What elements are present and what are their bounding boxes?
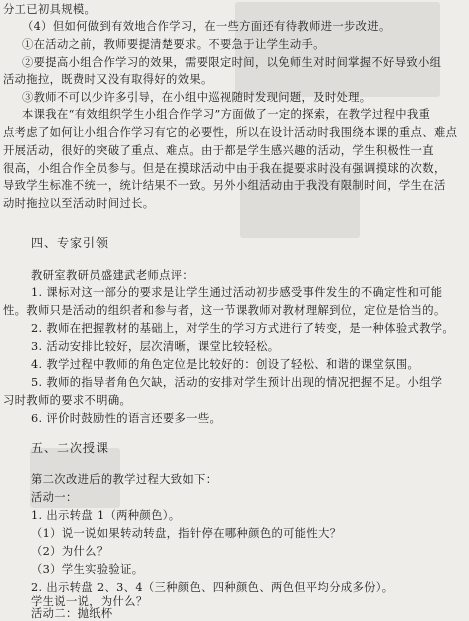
- paragraph-line: （4）但如何做到有效地合作学习，在一些方面还有待教师进一步改进。: [22, 20, 391, 33]
- list-item: 3. 活动安排比较好，层次清晰，课堂比较轻松。: [31, 340, 280, 353]
- paragraph-line: ③教师不可以少许多引导，在小组中巡视随时发现问题，及时处理。: [22, 91, 372, 104]
- paragraph-line: 活动二：抛纸杯: [31, 607, 113, 620]
- paragraph-line: 教研室教研员盛建武老师点评：: [31, 269, 195, 282]
- paragraph-line: 性。教师只是活动的组织者和参与者，这一节课教师对教材理解到位，定位是恰当的。: [3, 304, 446, 317]
- paragraph-line: 动时拖拉以至活动时间过长。: [3, 197, 155, 210]
- section-heading-expert: 四、专家引领: [31, 236, 110, 250]
- paragraph-line: 第二次改进后的教学过程大致如下：: [31, 473, 218, 486]
- paragraph-line: 分工已初具规模。: [3, 3, 97, 16]
- list-item: （1）说一说如果转动转盘，指针停在哪种颜色的可能性大？: [31, 527, 342, 540]
- paragraph-line: ①在活动之前，教师要提清楚要求。不要急于让学生动手。: [22, 38, 325, 51]
- paragraph-line: 活动一：: [31, 491, 78, 504]
- list-item: （2）为什么？: [31, 545, 109, 558]
- paragraph-line: 点考虑了如何让小组合作学习有它的必要性，所以在设计活动时我围绕本课的重点、难点: [3, 126, 458, 139]
- section-heading-second-lesson: 五、二次授课: [31, 441, 110, 455]
- paragraph-line: 很高，小组合作全员参与。但是在摸球活动中由于我在提要求时没有强调摸球的次数，: [3, 162, 446, 175]
- list-item: 1. 课标对这一部分的要求是让学生通过活动初步感受事件发生的不确定性和可能: [31, 286, 443, 299]
- paragraph-line: ②要提高小组合作学习的效果，需要限定时间，以免师生对时间掌握不好导致小组: [22, 56, 442, 69]
- paragraph-line: 习时教师的要求不明确。: [3, 394, 132, 407]
- list-item: 5. 教师的指导者角色欠缺，活动的安排对学生预计出现的情况把握不足。小组学: [31, 376, 443, 389]
- paragraph-line: 开展活动，很好的突破了重点、难点。由于都是学生感兴趣的活动，学生积极性一直: [3, 144, 434, 157]
- paragraph-line: 导致学生标准不统一，统计结果不一致。另外小组活动由于我没有限制时间，学生在活: [3, 179, 446, 192]
- list-item: 2. 出示转盘 2、3、4（三种颜色、四种颜色、两色但平均分成多份）。: [31, 581, 394, 594]
- list-item: 6. 评价时鼓励性的语言还要多一些。: [31, 412, 222, 425]
- paragraph-line: 活动拖拉，既费时又没有取得好的效果。: [3, 73, 213, 86]
- list-item: 2. 教师在把握教材的基础上，对学生的学习方式进行了转变，是一种体验式教学。: [31, 322, 455, 335]
- list-item: 1. 出示转盘 1（两种颜色）。: [31, 509, 181, 522]
- paragraph-line: 学生说一说，为什么？: [31, 595, 148, 608]
- paragraph-line: 本课我在“有效组织学生小组合作学习”方面做了一定的探索，在教学过程中我重: [22, 108, 431, 121]
- list-item: （3）学生实验验证。: [31, 563, 144, 576]
- list-item: 4. 教学过程中教师的角色定位是比较好的：创设了轻松、和谐的课堂氛围。: [31, 358, 420, 371]
